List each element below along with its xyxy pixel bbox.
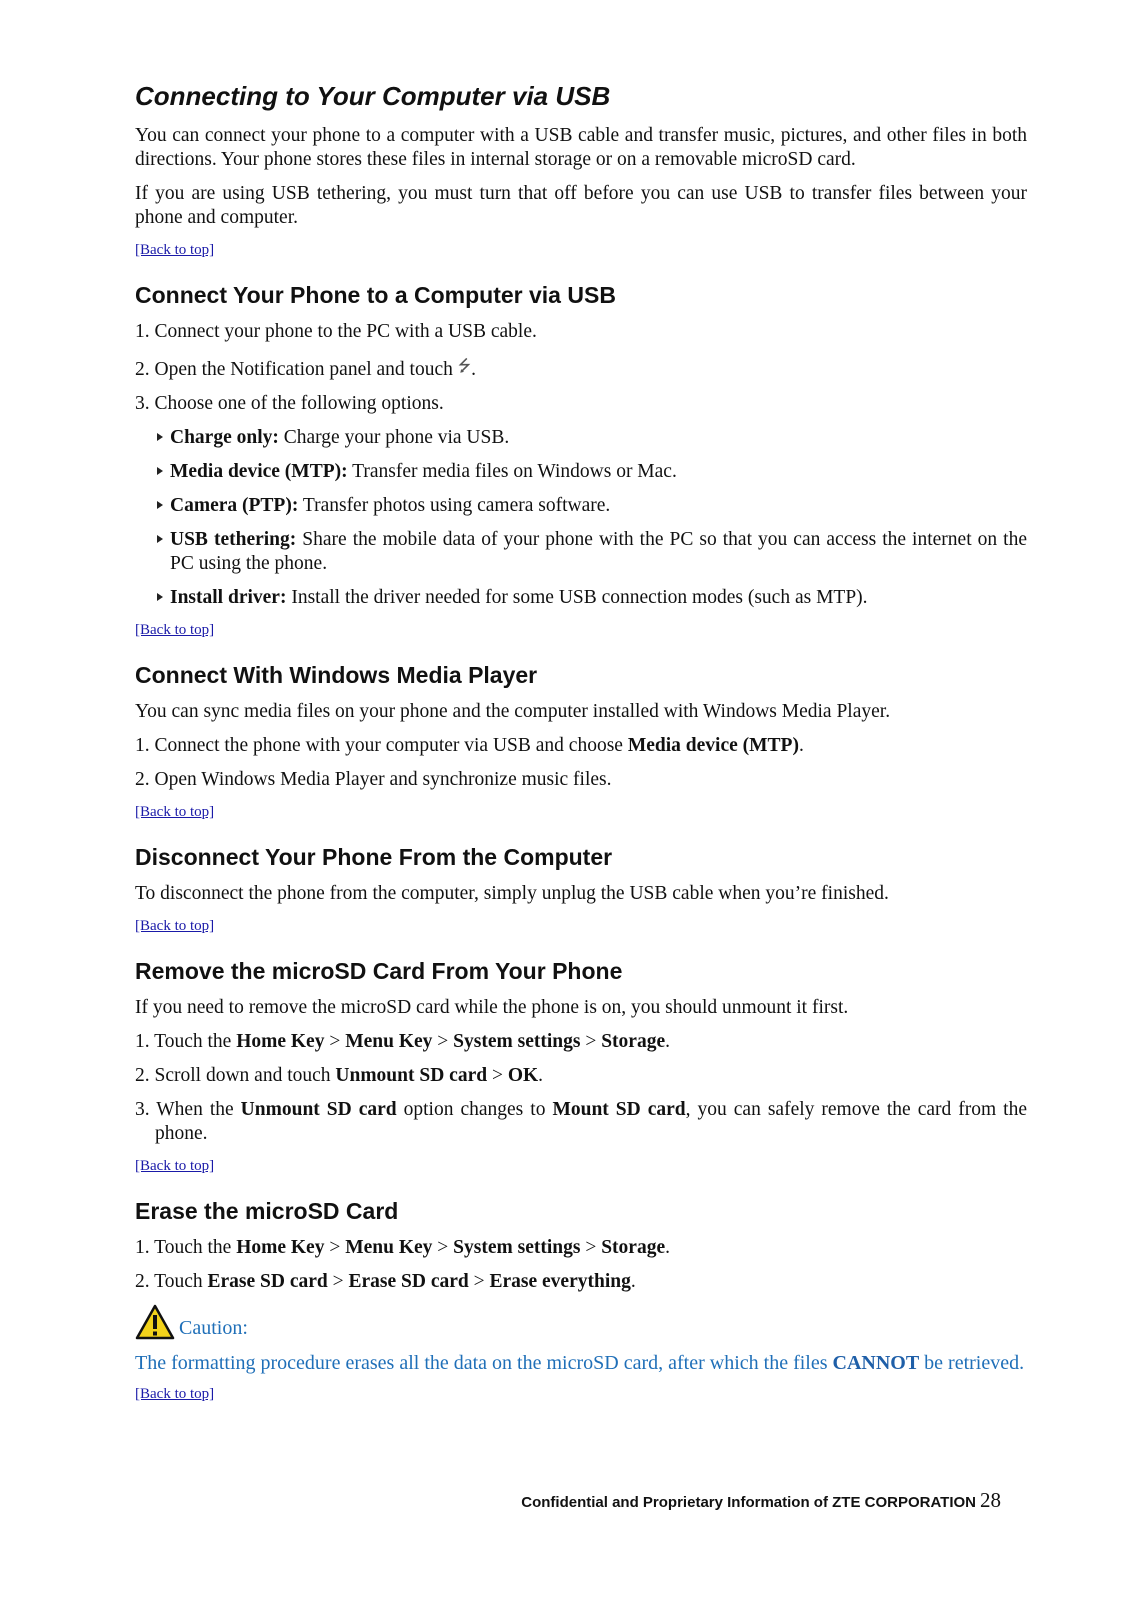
step-end: . xyxy=(665,1237,670,1258)
connect-step-2 xyxy=(135,354,1027,382)
usb-icon: ⭍ xyxy=(457,356,472,375)
warning-triangle-icon xyxy=(135,1304,175,1340)
remove-step-2 xyxy=(135,1064,1027,1088)
step-sep: > xyxy=(580,1031,602,1052)
back-to-top-link[interactable]: [Back to top] xyxy=(135,622,215,638)
step-end: . xyxy=(665,1031,670,1052)
wmp-step-1-text: 1. Connect the phone with your computer via USB and choose xyxy=(135,735,628,756)
step-bold: Home Key xyxy=(236,1031,325,1052)
wmp-step-1-end: . xyxy=(798,735,804,756)
page-title: Connecting to Your Computer via USB xyxy=(135,81,611,111)
step-bold: Erase SD card xyxy=(207,1271,328,1292)
erase-step-1 xyxy=(135,1236,1027,1260)
heading-windows-media-player: Connect With Windows Media Player xyxy=(135,662,538,688)
step-end: . xyxy=(538,1065,544,1086)
connect-step-2-text: 2. Open the Notification panel and touch xyxy=(135,359,458,380)
option-label: USB tethering: xyxy=(170,529,297,550)
back-to-top-link[interactable]: [Back to top] xyxy=(135,1158,215,1174)
connect-step-3: 3. Choose one of the following options. xyxy=(135,393,444,414)
connect-step-2-end: . xyxy=(471,359,476,380)
step-bold: Menu Key xyxy=(345,1031,433,1052)
step-bold: Storage xyxy=(601,1237,666,1258)
option-text: Transfer photos using camera software. xyxy=(298,495,611,516)
step-text: 2. Scroll down and touch xyxy=(135,1065,336,1086)
option-label: Charge only: xyxy=(170,427,279,448)
step-bold: Erase everything xyxy=(489,1271,631,1292)
step-sep: > xyxy=(432,1237,454,1258)
heading-remove-microsd: Remove the microSD Card From Your Phone xyxy=(135,958,623,984)
wmp-step-1 xyxy=(135,734,1027,758)
heading-erase-microsd: Erase the microSD Card xyxy=(135,1198,399,1224)
step-bold: Erase SD card xyxy=(348,1271,469,1292)
caution-header xyxy=(135,1304,1027,1340)
page-number: 28 xyxy=(980,1488,1001,1512)
step-sep: > xyxy=(327,1271,349,1292)
step-bold: System settings xyxy=(453,1237,581,1258)
back-to-top-link[interactable]: [Back to top] xyxy=(135,804,215,820)
caution-text-pre: The formatting procedure erases all the data on the microSD card, after which the files xyxy=(135,1352,833,1374)
step-bold: Menu Key xyxy=(345,1237,433,1258)
step-sep: > xyxy=(580,1237,602,1258)
step-bold: Home Key xyxy=(236,1237,325,1258)
option-text: Transfer media files on Windows or Mac. xyxy=(347,461,677,482)
remove-step-3 xyxy=(135,1098,1027,1146)
step-text: 2. Touch xyxy=(135,1271,208,1292)
wmp-step-2: 2. Open Windows Media Player and synchronize music files. xyxy=(135,769,612,790)
back-to-top-link[interactable]: [Back to top] xyxy=(135,1386,215,1402)
option-text: Charge your phone via USB. xyxy=(278,427,510,448)
back-to-top-link[interactable]: [Back to top] xyxy=(135,242,215,258)
triangle-bullet-icon xyxy=(157,535,163,543)
step-bold: Unmount SD card xyxy=(240,1099,397,1120)
triangle-bullet-icon xyxy=(157,433,163,441)
triangle-bullet-icon xyxy=(157,467,163,475)
step-sep: > xyxy=(468,1271,490,1292)
option-camera xyxy=(157,494,1027,518)
option-charge-only xyxy=(157,426,1027,450)
option-label: Install driver: xyxy=(170,587,287,608)
option-media-device xyxy=(157,460,1027,484)
step-sep: > xyxy=(324,1237,346,1258)
caution-text-post: be retrieved. xyxy=(919,1352,1025,1374)
step-bold: OK xyxy=(507,1065,539,1086)
intro-paragraph-2: If you are using USB tethering, you must turn that off before you can use USB to transfer files between your phone and computer. xyxy=(135,183,1027,228)
intro-paragraph-1: You can connect your phone to a computer with a USB cable and transfer music, pictures, and other files in both directions. Your phone stores these files in internal storage or on a removable microSD card. xyxy=(135,125,1027,170)
disconnect-text: To disconnect the phone from the computer, simply unplug the USB cable when you’re finished. xyxy=(135,883,889,904)
remove-intro: If you need to remove the microSD card while the phone is on, you should unmount it first. xyxy=(135,997,849,1018)
step-text: 1. Touch the xyxy=(135,1237,237,1258)
option-usb-tethering xyxy=(157,528,1027,576)
footer-text: Confidential and Proprietary Information of ZTE CORPORATION xyxy=(521,1494,976,1511)
step-bold: Unmount SD card xyxy=(335,1065,488,1086)
option-label: Media device (MTP): xyxy=(170,461,348,482)
option-label: Camera (PTP): xyxy=(170,495,299,516)
heading-connect-usb: Connect Your Phone to a Computer via USB xyxy=(135,282,616,308)
heading-disconnect: Disconnect Your Phone From the Computer xyxy=(135,844,613,870)
option-text: Share the mobile data of your phone with the PC so that you can access the internet on the PC using the phone. xyxy=(170,529,1027,574)
step-bold: System settings xyxy=(453,1031,581,1052)
triangle-bullet-icon xyxy=(157,593,163,601)
page-footer xyxy=(521,1488,1001,1513)
erase-step-2 xyxy=(135,1270,1027,1294)
step-text: 3. When the xyxy=(135,1099,241,1120)
caution-label: Caution: xyxy=(179,1317,248,1339)
step-bold: Mount SD card xyxy=(552,1099,686,1120)
caution-text-bold: CANNOT xyxy=(832,1352,920,1374)
step-sep: > xyxy=(487,1065,508,1086)
step-sep: > xyxy=(432,1031,454,1052)
step-text: option changes to xyxy=(396,1099,553,1120)
wmp-step-1-bold: Media device (MTP) xyxy=(627,735,799,756)
step-text: 1. Touch the xyxy=(135,1031,237,1052)
step-end: . xyxy=(630,1271,636,1292)
step-bold: Storage xyxy=(601,1031,666,1052)
step-sep: > xyxy=(324,1031,346,1052)
wmp-intro: You can sync media files on your phone and the computer installed with Windows Media Player. xyxy=(135,701,891,722)
triangle-bullet-icon xyxy=(157,501,163,509)
connect-step-1: 1. Connect your phone to the PC with a USB cable. xyxy=(135,321,537,342)
step-end: , you can safely remove the card from the phone. xyxy=(155,1099,1028,1144)
option-install-driver xyxy=(157,586,1027,610)
back-to-top-link[interactable]: [Back to top] xyxy=(135,918,215,934)
document-page xyxy=(135,0,1027,1424)
option-text: Install the driver needed for some USB connection modes (such as MTP). xyxy=(286,587,868,608)
remove-step-1 xyxy=(135,1030,1027,1054)
caution-text xyxy=(135,1350,1027,1376)
